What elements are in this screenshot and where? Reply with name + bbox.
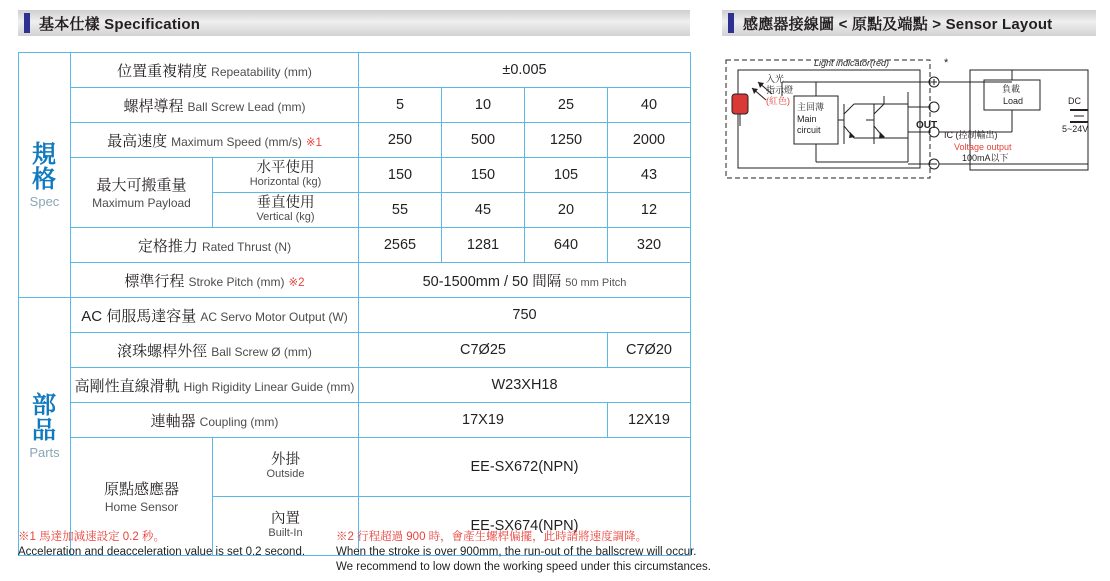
sub-label-outside — [213, 438, 359, 497]
footnote-2-en-line2: We recommend to low down the working speed under this circumstances. — [336, 561, 711, 573]
sub-label-en: Vertical (kg) — [256, 211, 315, 223]
row-label-en: Repeatability (mm) — [211, 64, 312, 79]
sub-label-vertical — [213, 193, 359, 228]
row-label-cn: 位置重複精度 — [117, 62, 208, 80]
asterisk-marker: * — [944, 57, 949, 69]
value-stroke-pitch-sub: 50 mm Pitch — [565, 276, 627, 289]
row-label-repeatability — [71, 53, 359, 88]
value-cell: 45 — [442, 193, 525, 228]
sub-label-en: Outside — [266, 468, 305, 480]
load-label-cn: 負載 — [1002, 84, 1021, 94]
value-coupling-wide: 17X19 — [359, 403, 608, 438]
row-label-cn: AC 伺服馬達容量 — [81, 307, 197, 325]
footnote-2-cn: ※2 行程超過 900 時，會產生螺桿偏擺，此時請將速度調降。 — [336, 531, 648, 543]
value-cell: 1250 — [525, 123, 608, 158]
footnote-1 — [18, 530, 318, 560]
sub-label-en: Built-In — [268, 527, 303, 539]
sub-label-cn: 外掛 — [271, 452, 300, 468]
header-accent-bar — [24, 13, 30, 33]
row-label-en: High Rigidity Linear Guide (mm) — [183, 379, 355, 394]
table-row — [19, 88, 691, 123]
header-accent-bar — [728, 13, 734, 33]
transistor-1-arrow — [849, 132, 855, 138]
table-row — [19, 403, 691, 438]
footnote-2 — [336, 530, 736, 575]
row-label-en: Rated Thrust (N) — [201, 239, 292, 254]
value-cell: 20 — [525, 193, 608, 228]
table-row — [19, 333, 691, 368]
light-arrow-head-1 — [752, 88, 758, 94]
row-label-en: Home Sensor — [104, 500, 179, 514]
table-row — [19, 298, 691, 333]
value-cell: 150 — [359, 158, 442, 193]
sensor-diagram-svg — [722, 52, 1096, 202]
row-label-ball-screw-diameter — [71, 333, 359, 368]
row-label-cn: 高剛性直線滑軌 — [74, 377, 180, 395]
table-row — [19, 158, 691, 193]
main-circuit-label-en1: Main — [797, 114, 817, 124]
value-home-sensor-built-in: EE-SX674(NPN) — [359, 497, 691, 556]
row-label-stroke-pitch — [71, 263, 359, 298]
row-label-coupling — [71, 403, 359, 438]
row-label-cn: 螺桿導程 — [123, 97, 184, 115]
current-label: 100mA以下 — [962, 153, 1009, 163]
specification-table — [18, 52, 691, 556]
value-cell: 320 — [608, 228, 691, 263]
row-label-en: Coupling (mm) — [199, 414, 279, 429]
value-linear-guide: W23XH18 — [359, 368, 691, 403]
value-servo-motor-output: 750 — [359, 298, 691, 333]
group-label-cn: 部品 — [32, 392, 57, 444]
sensor-body-outline — [726, 60, 930, 178]
footnote-marker-2: ※2 — [288, 276, 305, 289]
value-cell: 105 — [525, 158, 608, 193]
sub-label-en: Horizontal (kg) — [249, 176, 322, 188]
row-label-maximum-payload — [71, 158, 213, 228]
value-home-sensor-outside: EE-SX672(NPN) — [359, 438, 691, 497]
transistor-2-arrow — [879, 132, 885, 138]
value-cell: 1281 — [442, 228, 525, 263]
light-indicator-label: Light indicator(red) — [814, 58, 890, 68]
sub-label-cn: 水平使用 — [256, 160, 315, 176]
group-label-en: Parts — [29, 445, 60, 460]
value-cell: 640 — [525, 228, 608, 263]
specification-section-header — [18, 10, 690, 36]
light-arrow-head-2 — [758, 82, 764, 88]
specification-header-label: 基本仕樣 Specification — [39, 15, 201, 33]
row-label-en: AC Servo Motor Output (W) — [200, 309, 348, 324]
value-cell: 150 — [442, 158, 525, 193]
row-label-cn: 最大可搬重量 — [96, 177, 187, 194]
footnote-1-cn: ※1 馬達加減速設定 0.2 秒。 — [18, 531, 165, 543]
sensor-section-header — [722, 10, 1096, 36]
group-label-cn: 規格 — [32, 140, 57, 193]
row-label-rated-thrust — [71, 228, 359, 263]
transistor-1-collector — [844, 104, 854, 114]
row-label-cn: 標準行程 — [124, 272, 185, 290]
footnote-1-en: Acceleration and deacceleration value is set 0.2 second. — [18, 546, 306, 558]
row-label-en: Stroke Pitch (mm) — [188, 274, 285, 289]
row-label-en: Ball Screw Lead (mm) — [187, 99, 306, 114]
main-circuit-label-en2: circuit — [797, 125, 821, 135]
value-cell: 500 — [442, 123, 525, 158]
row-label-en: Maximum Speed (mm/s) — [171, 134, 302, 149]
row-label-cn: 連軸器 — [150, 412, 196, 430]
value-stroke-pitch — [359, 263, 691, 298]
value-cell: 55 — [359, 193, 442, 228]
row-label-cn: 滾珠螺桿外徑 — [117, 342, 208, 360]
table-row — [19, 228, 691, 263]
dc-label: DC — [1068, 96, 1081, 106]
value-cell: 25 — [525, 88, 608, 123]
row-label-cn: 最高速度 — [107, 132, 168, 150]
row-label-en: Maximum Payload — [92, 196, 191, 210]
main-circuit-label-cn: 主回薄 — [797, 102, 825, 112]
value-cell: 5 — [359, 88, 442, 123]
inlight-label-cn: 入光 — [766, 74, 785, 84]
value-ball-screw-diameter-last: C7Ø20 — [608, 333, 691, 368]
out-label: OUT — [916, 120, 938, 131]
value-repeatability: ±0.005 — [359, 53, 691, 88]
table-row — [19, 53, 691, 88]
value-cell: 250 — [359, 123, 442, 158]
group-cell-parts — [19, 298, 71, 556]
value-cell: 2565 — [359, 228, 442, 263]
footnote-marker-1: ※1 — [305, 136, 322, 149]
transistor-2-collector — [874, 104, 884, 114]
inlight-label-cn2: 指示燈 — [766, 85, 794, 95]
table-row — [19, 123, 691, 158]
ic-output-label: IC (控制輸出) — [944, 130, 998, 140]
footnote-2-en-line1: When the stroke is over 900mm, the run-out of the ballscrew will occur. — [336, 546, 697, 558]
row-label-maximum-speed — [71, 123, 359, 158]
row-label-cn: 原點感應器 — [103, 481, 179, 498]
inlight-label-red: (紅色) — [766, 96, 790, 106]
table-row — [19, 438, 691, 497]
voltage-output-label: Voltage output — [954, 142, 1012, 152]
value-cell: 10 — [442, 88, 525, 123]
sensor-wiring-diagram — [722, 52, 1096, 202]
group-label-en: Spec — [29, 193, 60, 209]
led-indicator-icon — [732, 94, 748, 114]
value-stroke-pitch-main: 50-1500mm / 50 間隔 — [422, 273, 562, 290]
sub-label-cn: 垂直使用 — [256, 195, 315, 211]
group-cell-spec — [19, 53, 71, 298]
value-cell: 43 — [608, 158, 691, 193]
value-coupling-last: 12X19 — [608, 403, 691, 438]
dc-range-label: 5~24V — [1062, 124, 1089, 134]
row-label-servo-motor-output — [71, 298, 359, 333]
value-ball-screw-diameter-wide: C7Ø25 — [359, 333, 608, 368]
row-label-linear-guide — [71, 368, 359, 403]
table-row — [19, 368, 691, 403]
sub-label-horizontal — [213, 158, 359, 193]
row-label-cn: 定格推力 — [137, 237, 198, 255]
row-label-ball-screw-lead — [71, 88, 359, 123]
sub-label-cn: 內置 — [271, 511, 300, 527]
row-label-en: Ball Screw Ø (mm) — [211, 344, 312, 359]
value-cell: 12 — [608, 193, 691, 228]
table-row — [19, 263, 691, 298]
value-cell: 40 — [608, 88, 691, 123]
value-cell: 2000 — [608, 123, 691, 158]
sensor-header-label: 感應器接線圖 < 原點及端點 > Sensor Layout — [743, 15, 1053, 33]
load-label-en: Load — [1003, 96, 1024, 106]
